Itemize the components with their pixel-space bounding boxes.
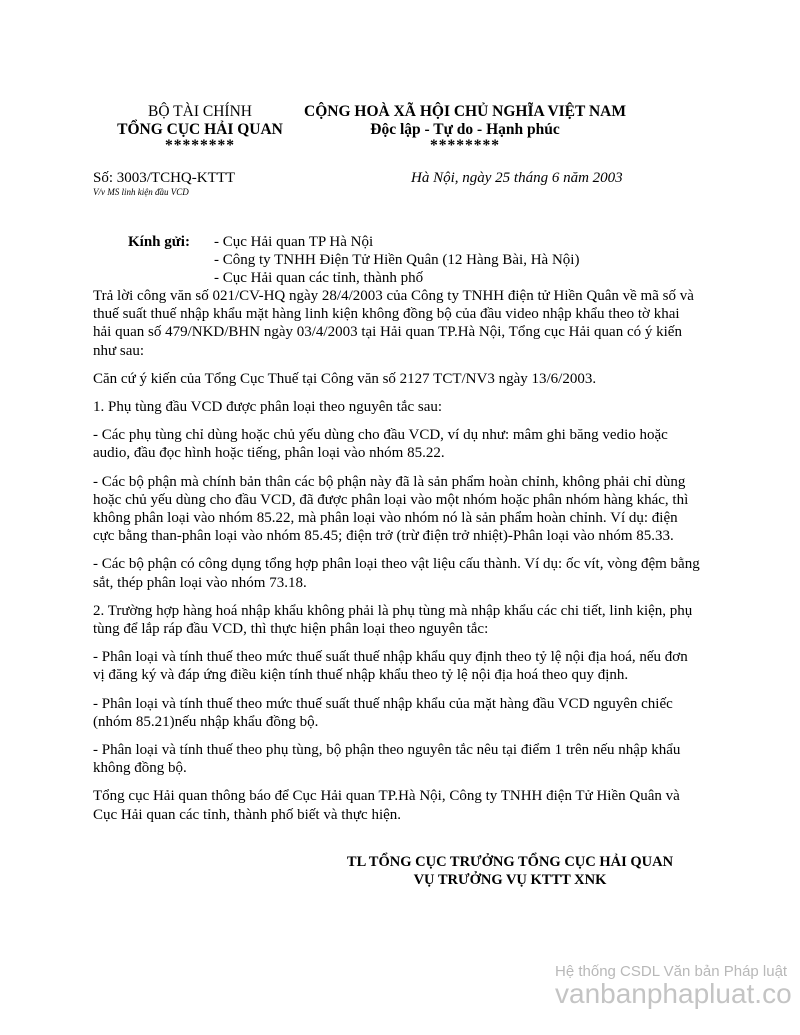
- document-date: Hà Nội, ngày 25 tháng 6 năm 2003: [411, 170, 623, 186]
- recipient-item: - Cục Hải quan TP Hà Nội: [214, 234, 374, 250]
- country-name: CỘNG HOÀ XÃ HỘI CHỦ NGHĨA VIỆT NAM: [304, 103, 626, 120]
- watermark-site: vanbanphapluat.co: [555, 978, 792, 1009]
- national-header: [285, 103, 645, 153]
- agency-separator: ********: [165, 137, 235, 154]
- ministry-name: BỘ TÀI CHÍNH: [148, 103, 252, 120]
- document-subject: V/v MS linh kiện đầu VCD: [93, 187, 189, 197]
- recipient-item: - Cục Hải quan các tỉnh, thành phố: [214, 270, 424, 286]
- document-body: [93, 287, 701, 834]
- body-paragraph: 1. Phụ tùng đầu VCD được phân loại theo nguyên tắc sau:: [93, 399, 443, 416]
- body-paragraph: Tổng cục Hải quan thông báo để Cục Hải quan TP.Hà Nội, Công ty TNHH điện Tử Hiền Quân và Cục Hải quan các tỉnh, thành phố biết và thực hiện.: [93, 788, 680, 823]
- body-paragraph: Căn cứ ý kiến của Tổng Cục Thuế tại Công văn số 2127 TCT/NV3 ngày 13/6/2003.: [93, 370, 597, 387]
- signature-position: VỤ TRƯỞNG VỤ KTTT XNK: [413, 872, 607, 888]
- body-paragraph: - Phân loại và tính thuế theo mức thuế suất thuế nhập khẩu của mặt hàng đầu VCD nguyên chiếc (nhóm 85.21)nếu nhập khẩu đồng bộ.: [93, 695, 673, 730]
- watermark-caption: Hệ thống CSDL Văn bản Pháp luật: [555, 963, 788, 980]
- body-paragraph: - Các bộ phận mà chính bản thân các bộ phận này đã là sản phẩm hoàn chỉnh, không phải chỉ dùng hoặc chủ yếu dùng cho đầu VCD, đã được phân loại vào một nhóm hoặc phân nhóm hàng khác, thì không phân loại vào nhóm 85.22, mà phân loại vào nhóm nó là sản phẩm hoàn chỉnh. Ví dụ: điện cực bằng than-phân loại vào nhóm 85.45; điện trở (trừ điện trở nhiệt)-Phân loại vào nhóm 85.33.: [93, 473, 689, 545]
- agency-name: TỔNG CỤC HẢI QUAN: [117, 121, 283, 138]
- signature-title: TL TỔNG CỤC TRƯỞNG TỔNG CỤC HẢI QUAN: [346, 854, 674, 870]
- motto-separator: ********: [430, 137, 500, 154]
- issuer-header: [100, 103, 300, 153]
- body-paragraph: - Phân loại và tính thuế theo phụ tùng, bộ phận theo nguyên tắc nêu tại điểm 1 trên nếu nhập khẩu không đồng bộ.: [93, 742, 681, 777]
- body-paragraph: 2. Trường hợp hàng hoá nhập khẩu không phải là phụ tùng mà nhập khẩu các chi tiết, linh kiện, phụ tùng để lắp ráp đầu VCD, thì thực hiện phân loại theo nguyên tắc:: [93, 602, 693, 638]
- recipients-label: Kính gửi:: [128, 234, 190, 250]
- body-paragraph: - Phân loại và tính thuế theo mức thuế suất thuế nhập khẩu quy định theo tỷ lệ nội địa hoá, nếu đơn vị đăng ký và đáp ứng điều kiện tính thuế nhập khẩu theo tỷ lệ nội địa hoá theo quy định.: [93, 649, 688, 684]
- national-motto: Độc lập - Tự do - Hạnh phúc: [370, 121, 560, 138]
- body-paragraph: Trả lời công văn số 021/CV-HQ ngày 28/4/2003 của Công ty TNHH điện tử Hiền Quân về mã số và thuế suất thuế nhập khẩu mặt hàng linh kiện không đồng bộ của đầu video nhập khẩu theo tờ khai hải quan số 479/NKD/BHN ngày 03/4/2003 tại Hải quan TP.Hà Nội, Tổng cục Hải quan có ý kiến như sau:: [93, 288, 694, 359]
- body-paragraph: - Các bộ phận có công dụng tổng hợp phân loại theo vật liệu cấu thành. Ví dụ: ốc vít, vòng đệm bằng sắt, thép phân loại vào nhóm 73.18.: [93, 556, 700, 591]
- body-paragraph: - Các phụ tùng chỉ dùng hoặc chủ yếu dùng cho đầu VCD, ví dụ như: mâm ghi băng vedio hoặc audio, đầu đọc hình hoặc tiếng, phân loại vào nhóm 85.22.: [93, 427, 668, 462]
- signature-block: [340, 853, 680, 889]
- document-number: Số: 3003/TCHQ-KTTT: [93, 170, 236, 186]
- recipients-block: [128, 233, 579, 287]
- recipient-item: - Công ty TNHH Điện Tử Hiền Quân (12 Hàng Bài, Hà Nội): [214, 252, 580, 268]
